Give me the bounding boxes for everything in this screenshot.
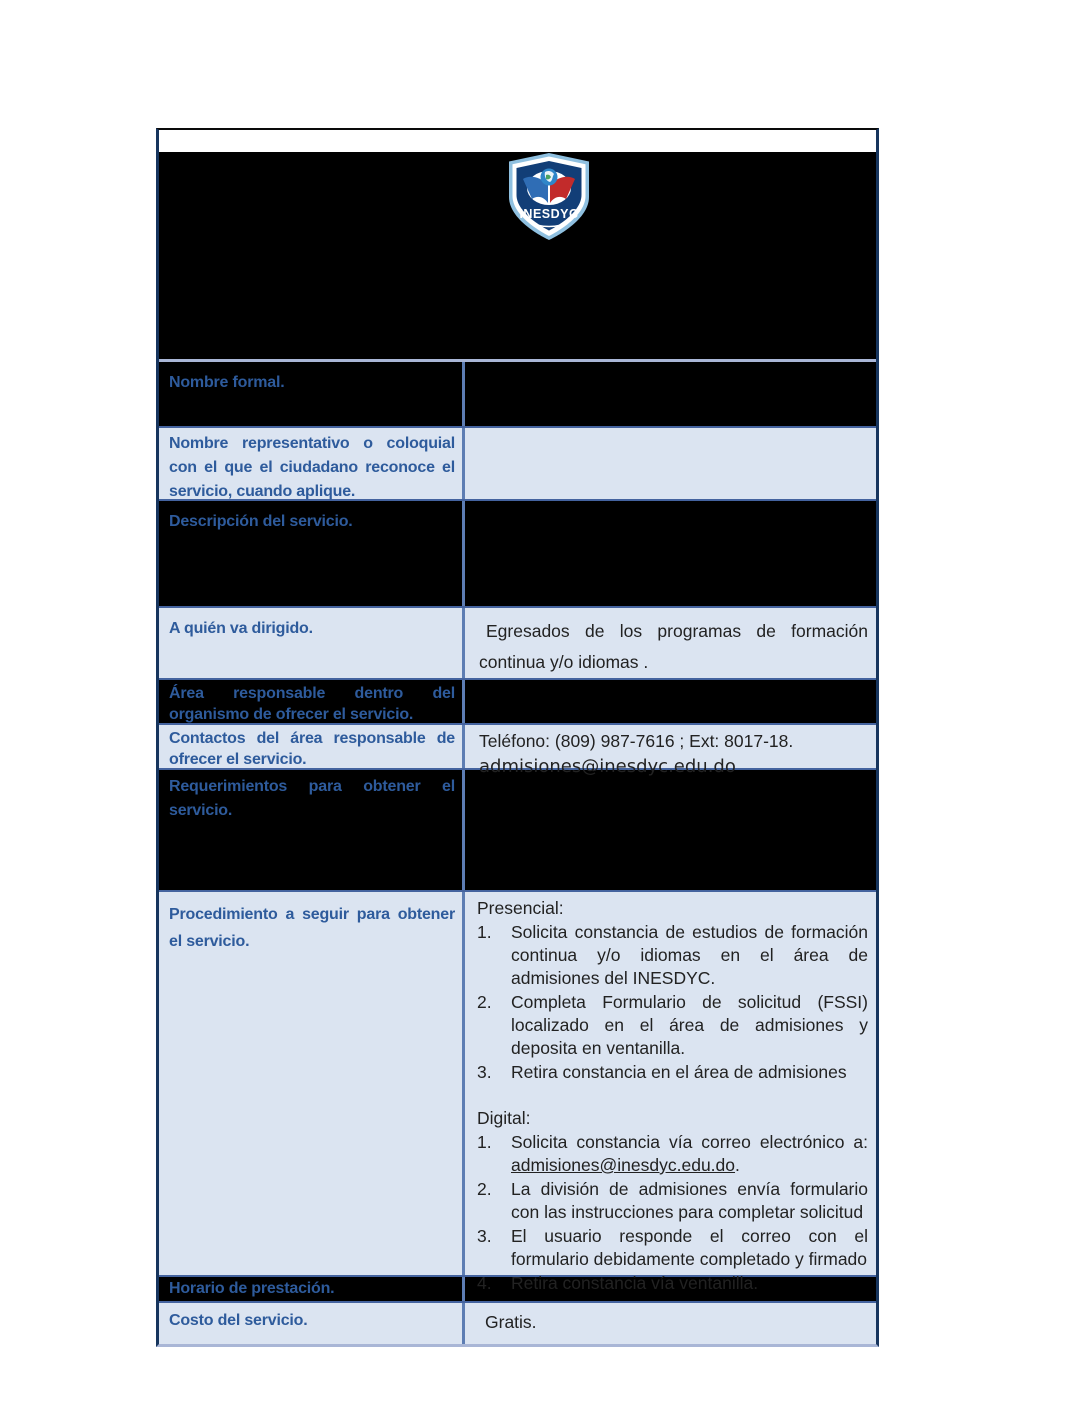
list-number: 2. (477, 992, 492, 1012)
list-number: 3. (477, 1062, 492, 1082)
digital-step-text: Solicita constancia vía correo electrónico a: (511, 1132, 868, 1152)
row-label (159, 770, 465, 890)
list-item (477, 1225, 870, 1271)
row-nombre-formal (159, 359, 876, 426)
row-label-text: Nombre formal. (169, 374, 285, 391)
digital-step-suffix: . (735, 1155, 740, 1175)
row-value-redacted (465, 501, 876, 606)
row-value-text: Egresados de los programas de formación continua y/o idiomas . (479, 621, 868, 672)
list-number: 1. (477, 1132, 492, 1152)
list-item-text (511, 1131, 870, 1177)
row-label (159, 680, 465, 723)
row-label-text: Área responsable dentro del organismo de ofrecer el servicio. (169, 685, 455, 723)
row-nombre-representativo (159, 426, 876, 499)
row-a-quien-va-dirigido (159, 606, 876, 678)
service-charter-table (156, 128, 879, 1347)
email-link[interactable]: admisiones@inesdyc.edu.do (511, 1155, 736, 1175)
row-label (159, 428, 465, 499)
row-requerimientos (159, 768, 876, 890)
row-label (159, 1277, 465, 1301)
row-label-text: Contactos del área responsable de ofrecer el servicio. (169, 730, 455, 768)
row-label (159, 362, 465, 426)
row-value-text: Gratis. (485, 1312, 537, 1332)
row-label-text: Costo del servicio. (169, 1312, 308, 1329)
row-label (159, 608, 465, 678)
row-horario (159, 1275, 876, 1301)
row-label (159, 501, 465, 606)
logo-text: INESDYC (519, 207, 579, 221)
row-contactos (159, 723, 876, 777)
row-costo (159, 1301, 876, 1344)
list-number: 2. (477, 1179, 492, 1199)
contact-email: admisiones@inesdyc.edu.do (479, 756, 736, 777)
inesdyc-logo (506, 152, 592, 241)
list-number: 3. (477, 1226, 492, 1246)
row-value (465, 892, 876, 1293)
contact-phone: Teléfono: (809) 987-7616 ; Ext: 8017-18. (479, 731, 794, 751)
row-label-text: Horario de prestación. (169, 1280, 335, 1297)
list-item-text: Completa Formulario de solicitud (FSSI) localizado en el área de admisiones y deposita en ventanilla. (511, 992, 868, 1058)
list-item-text: Retira constancia en el área de admisiones (511, 1062, 847, 1082)
list-item (477, 1131, 870, 1177)
list-item-text: La división de admisiones envía formulario con las instrucciones para completar solicitud (511, 1179, 868, 1222)
list-item (477, 1061, 870, 1084)
header-redacted-block (159, 152, 876, 359)
row-value-redacted (465, 770, 876, 890)
row-label-text: A quién va dirigido. (169, 620, 313, 637)
list-item-text: Solicita constancia de estudios de formación continua y/o idiomas en el área de admisiones del INESDYC. (511, 922, 868, 988)
row-value-redacted (465, 1277, 876, 1301)
row-value-redacted (465, 362, 876, 426)
list-item (477, 991, 870, 1060)
row-label (159, 892, 465, 1275)
procedure-presencial-heading: Presencial: (477, 898, 564, 918)
list-item-text: El usuario responde el correo con el formulario debidamente completado y firmado (511, 1226, 868, 1269)
row-label-text: Requerimientos para obtener el servicio. (169, 778, 455, 819)
row-label-text: Procedimiento a seguir para obtener el servicio. (169, 906, 455, 950)
list-item (477, 921, 870, 990)
list-number: 1. (477, 922, 492, 942)
row-label (159, 725, 465, 768)
row-value-redacted (465, 680, 876, 723)
row-label-text: Nombre representativo o coloquial con el que el ciudadano reconoce el servicio, cuando aplique. (169, 435, 455, 500)
list-item-text: Retira constancia vía ventanilla. (511, 1273, 759, 1293)
list-item (477, 1178, 870, 1224)
inesdyc-shield-icon (506, 152, 592, 241)
row-value-empty (465, 428, 876, 499)
list-number: 4. (477, 1273, 492, 1293)
row-value (465, 725, 876, 777)
row-label (159, 1303, 465, 1344)
procedure-digital-heading: Digital: (477, 1108, 531, 1128)
row-label-text: Descripción del servicio. (169, 513, 353, 530)
row-area-responsable (159, 678, 876, 723)
row-descripcion (159, 499, 876, 606)
row-value (465, 608, 876, 678)
row-value (465, 1303, 876, 1344)
